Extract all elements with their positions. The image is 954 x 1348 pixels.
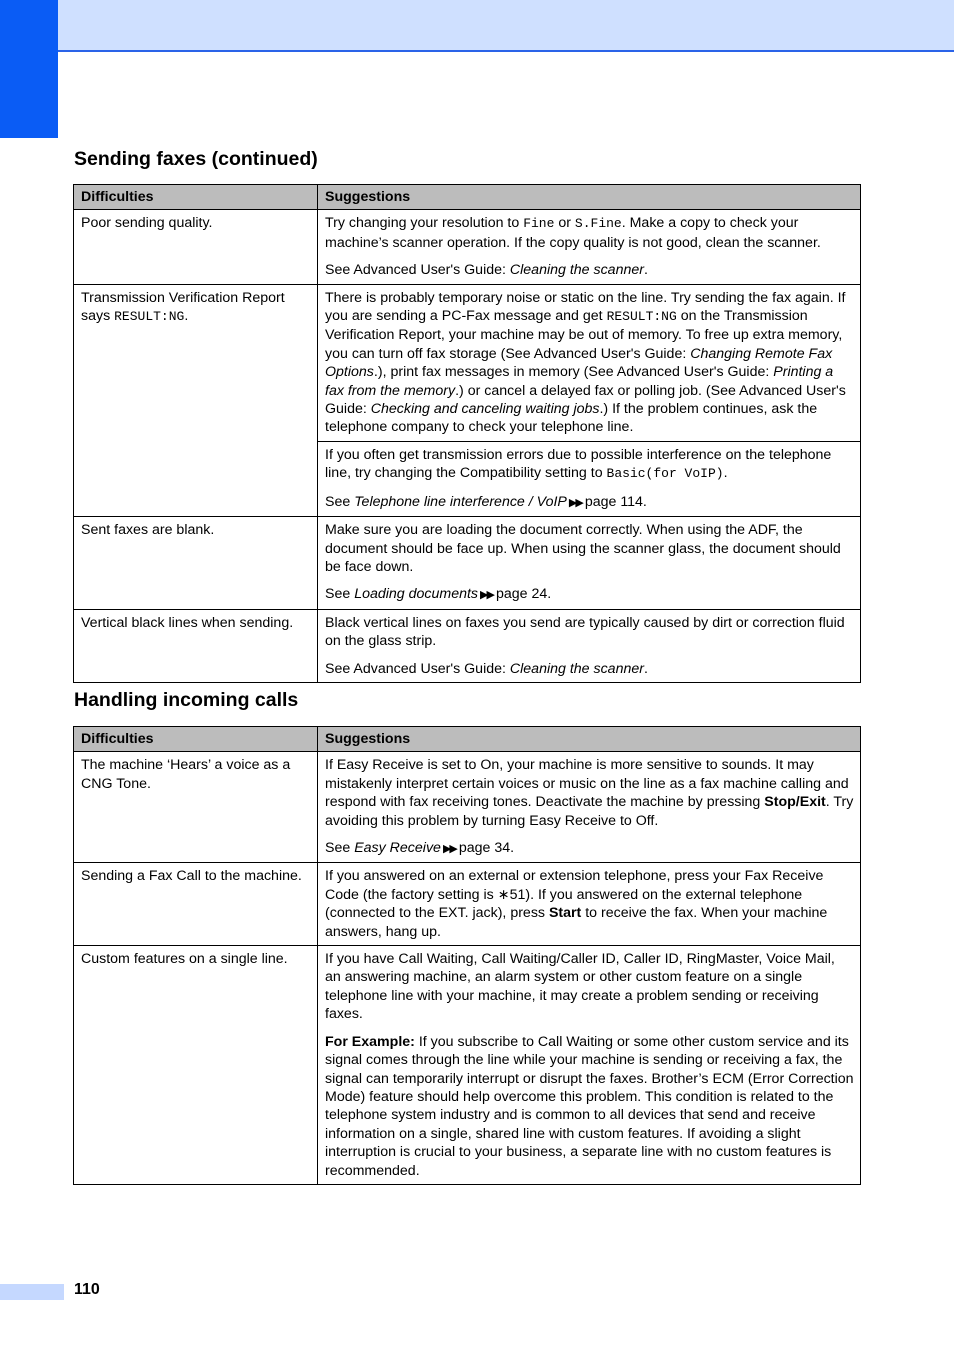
text: There is probably temporary noise or static on the line. Try sending the fax again. If you are sending a PC-Fax message and get xyxy=(325,289,846,325)
text: . xyxy=(184,308,189,325)
page-reference: Telephone line interference / VoIP xyxy=(354,493,567,510)
difficulty-text: Custom features on a single line. xyxy=(81,951,288,968)
page-number: 110 xyxy=(74,1281,100,1298)
text: . Try avoiding this problem by turning Easy Receive to Off. xyxy=(325,794,854,829)
table-row xyxy=(74,609,861,682)
suggestion-cell xyxy=(318,752,861,863)
text: Try changing your resolution to xyxy=(325,215,524,232)
header-band xyxy=(0,0,954,52)
guide-reference: Printing a fax from the memory xyxy=(325,364,834,399)
suggestion-cell xyxy=(318,210,861,284)
double-arrow-icon: ▶▶ xyxy=(568,496,582,509)
suggestion-paragraph xyxy=(325,839,854,858)
page-reference: Loading documents xyxy=(354,586,479,603)
difficulty-text: Vertical black lines when sending. xyxy=(81,614,294,631)
difficulty-text: Sending a Fax Call to the machine. xyxy=(81,868,302,885)
chapter-tab xyxy=(0,0,58,138)
text: .), print fax messages in memory (See Advanced User's Guide: xyxy=(373,364,774,381)
suggestion-paragraph xyxy=(325,289,854,437)
text: .) or cancel a delayed fax or polling job. (See Advanced User's Guide: xyxy=(325,382,846,418)
suggestion-paragraph xyxy=(325,585,854,604)
setting-value: Fine xyxy=(523,216,555,232)
text: If you often get transmission errors due to possible interference on the telephone line, try changing the Compatibility setting to xyxy=(325,446,832,482)
guide-reference: Cleaning the scanner xyxy=(509,262,644,279)
table-row xyxy=(74,863,861,946)
difficulty-cell xyxy=(74,210,318,284)
difficulty-cell xyxy=(74,284,318,516)
suggestion-paragraph xyxy=(325,867,854,941)
difficulty-text: Poor sending quality. xyxy=(81,215,213,232)
text: See xyxy=(325,586,355,603)
suggestion-cell xyxy=(318,441,861,516)
table-row xyxy=(74,946,861,1185)
text: If Easy Receive is set to On, your machine is more sensitive to sounds. It may mistakenly interpret certain voices or music on the line as a fax machine calling and respond with fax receiving tones. Deactivate the machine by pressing xyxy=(325,757,849,811)
section-title-sending-faxes: Sending faxes (continued) xyxy=(74,148,318,170)
table-row xyxy=(74,752,861,863)
suggestion-cell xyxy=(318,946,861,1185)
handling-calls-table xyxy=(73,726,861,1185)
column-header-difficulties: Difficulties xyxy=(74,185,318,210)
double-arrow-icon: ▶▶ xyxy=(480,589,493,602)
guide-reference: Checking and canceling waiting jobs xyxy=(370,401,600,418)
suggestion-paragraph xyxy=(325,660,854,678)
suggestion-cell xyxy=(318,609,861,682)
text: . Make a copy to check your machine’s scanner operation. If the copy quality is not good, clean the scanner. xyxy=(325,215,821,251)
suggestion-paragraph: Black vertical lines on faxes you send are typically caused by dirt or correction fluid on the glass strip. xyxy=(325,614,845,650)
text: . xyxy=(643,660,648,677)
text: . xyxy=(723,465,728,482)
text: .) If the problem continues, ask the telephone company to check your telephone line. xyxy=(325,401,818,436)
double-arrow-icon: ▶▶ xyxy=(442,843,456,856)
page-link-text: page 34. xyxy=(458,840,515,857)
suggestion-paragraph: Make sure you are loading the document correctly. When using the ADF, the document should be face up. When using the scanner glass, the document should be face down. xyxy=(325,522,841,575)
text: See xyxy=(325,493,355,510)
table-header-row xyxy=(74,727,861,752)
suggestion-paragraph xyxy=(325,1033,854,1180)
section-title-handling-calls: Handling incoming calls xyxy=(74,689,299,711)
text: See Advanced User's Guide: xyxy=(325,262,510,279)
suggestion-paragraph xyxy=(325,261,854,279)
suggestion-paragraph xyxy=(325,214,854,252)
difficulty-text: The machine ‘Hears’ a voice as a CNG Tone. xyxy=(81,757,291,792)
page-link-text: page 24. xyxy=(495,586,552,603)
footer-band xyxy=(0,1284,64,1300)
text: or xyxy=(554,215,575,232)
text: If you answered on an external or extension telephone, press your Fax Receive Code (the factory setting is ∗51). If you answered on the external telephone (connected to the EXT. jack), press xyxy=(325,868,824,922)
table-header-row xyxy=(74,185,861,210)
guide-reference: Changing Remote Fax Options xyxy=(325,345,833,381)
key-name: Start xyxy=(548,905,582,922)
column-header-suggestions: Suggestions xyxy=(318,185,861,210)
page-reference: Easy Receive xyxy=(354,840,441,857)
difficulty-cell xyxy=(74,517,318,610)
setting-value: RESULT:NG xyxy=(606,309,677,325)
table-row xyxy=(74,284,861,441)
setting-value: Basic(for VoIP) xyxy=(606,466,724,482)
sending-faxes-table xyxy=(73,184,861,683)
column-header-difficulties: Difficulties xyxy=(74,727,318,752)
text: See xyxy=(325,840,355,857)
difficulty-text: Sent faxes are blank. xyxy=(81,522,215,539)
table-row xyxy=(74,517,861,610)
text: on the Transmission Verification Report, your machine may be out of memory. To free up extra memory, you can turn off fax storage (See Advanced User's Guide: xyxy=(325,308,843,362)
difficulty-cell xyxy=(74,863,318,946)
table-row xyxy=(74,210,861,284)
difficulty-cell xyxy=(74,752,318,863)
suggestion-paragraph xyxy=(325,493,854,512)
suggestion-cell xyxy=(318,863,861,946)
suggestion-cell xyxy=(318,517,861,610)
text: If you subscribe to Call Waiting or some other custom service and its signal comes through the line while your machine is sending or receiving a fax, the signal can temporarily interrupt or disrupt the faxes. Brother’s ECM (Error Correction Mode) feature should help overcome this problem. This condition is related to the telephone system industry and is common to all devices that send and receive information on a single, shared line with custom features. If avoiding a slight interruption is crucial to your business, a separate line with no custom features is recommended. xyxy=(325,1033,854,1179)
guide-reference: Cleaning the scanner xyxy=(509,660,644,677)
text: See Advanced User's Guide: xyxy=(325,660,510,677)
difficulty-cell xyxy=(74,946,318,1185)
setting-value: S.Fine xyxy=(574,216,622,232)
difficulty-text: Transmission Verification Report says xyxy=(81,289,285,325)
setting-value: RESULT:NG xyxy=(114,309,185,325)
suggestion-paragraph xyxy=(325,446,854,484)
suggestion-cell xyxy=(318,284,861,441)
key-name: Stop/Exit xyxy=(764,794,826,811)
example-label: For Example: xyxy=(325,1033,415,1050)
column-header-suggestions: Suggestions xyxy=(318,727,861,752)
page-link-text: page 114. xyxy=(584,493,647,510)
text: to receive the fax. When your machine answers, hang up. xyxy=(325,905,828,940)
text: . xyxy=(643,262,648,279)
difficulty-cell xyxy=(74,609,318,682)
suggestion-paragraph: If you have Call Waiting, Call Waiting/Caller ID, Caller ID, RingMaster, Voice Mail, an answering machine, an alarm system or other custom feature on a single telephone line with your machine, it may create a problem sending or receiving faxes. xyxy=(325,951,835,1023)
suggestion-paragraph xyxy=(325,756,854,830)
